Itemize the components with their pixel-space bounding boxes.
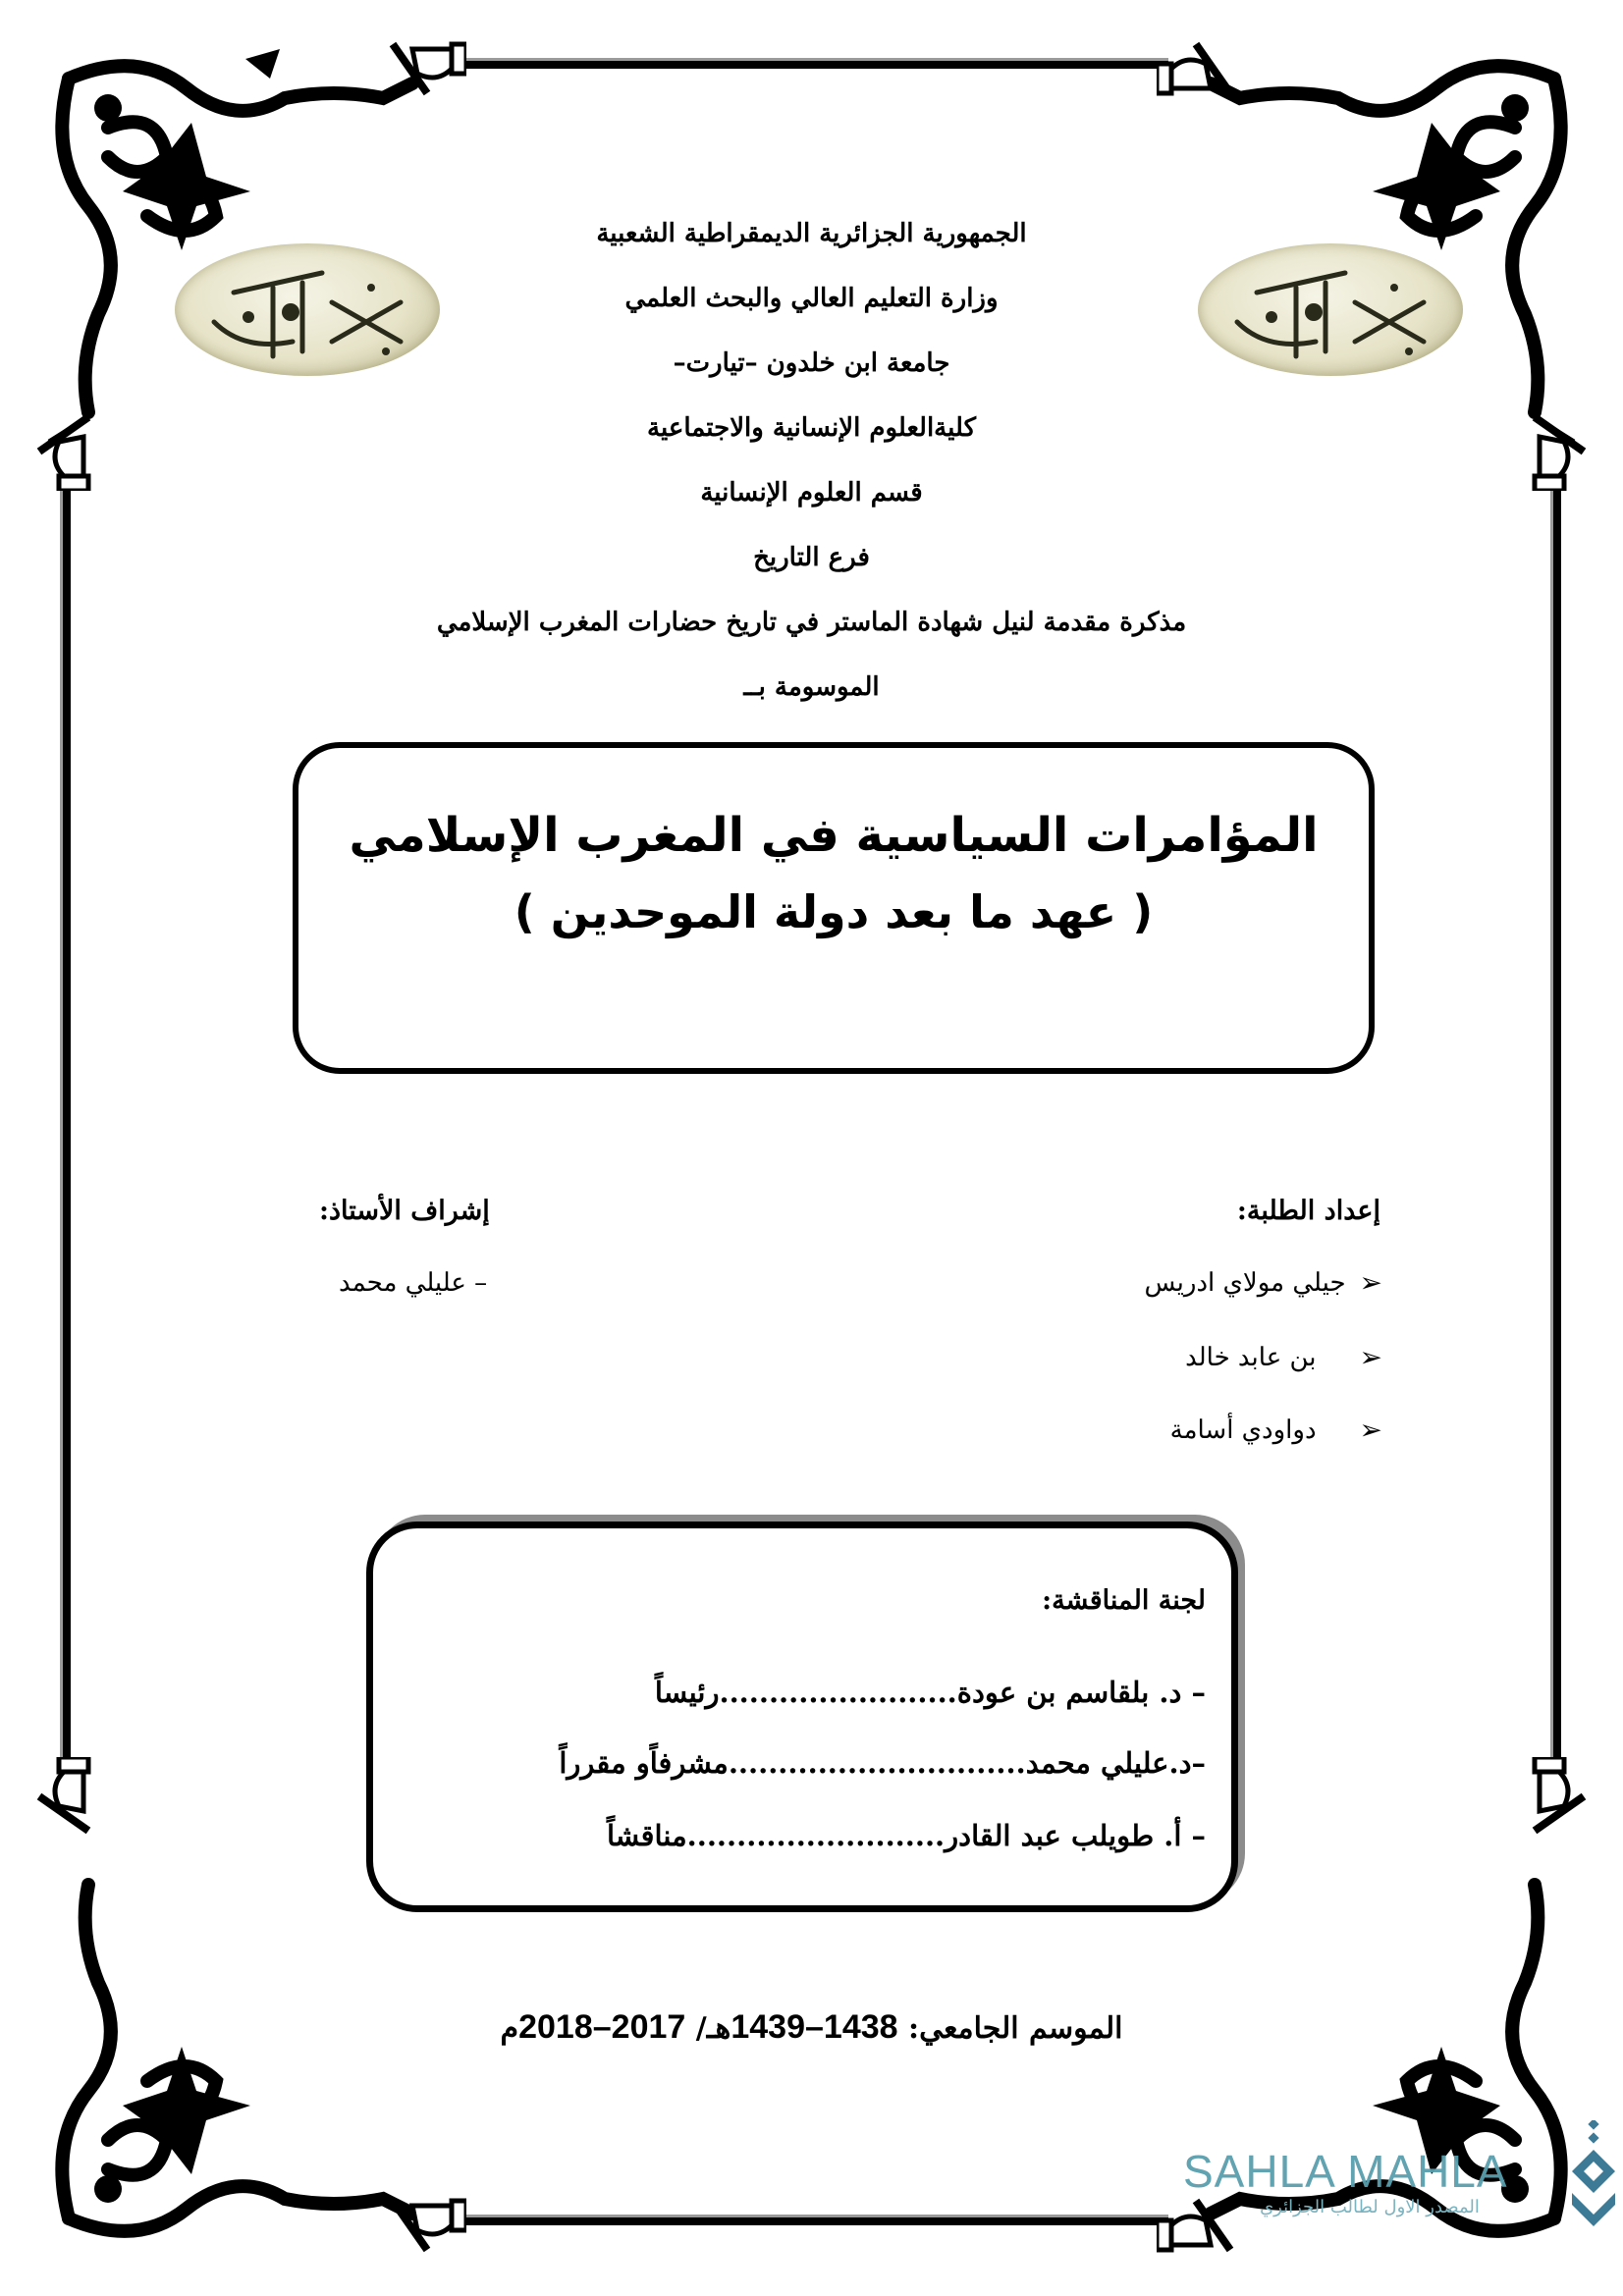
member-dots: .............................. xyxy=(728,1746,1026,1780)
member-name: –د.عليلي محمد xyxy=(1025,1746,1206,1780)
thesis-title: المؤامرات السياسية في المغرب الإسلامي xyxy=(349,808,1319,863)
committee-member xyxy=(559,1746,1206,1780)
hand-pen-icon xyxy=(1525,1757,1594,1845)
member-role: مشرفاًو مقرراً xyxy=(559,1746,729,1780)
member-dots: ........................ xyxy=(719,1676,957,1709)
frame-top-line xyxy=(461,61,1168,69)
arrowhead-bullet-icon: ➢ xyxy=(1359,1341,1382,1373)
committee-member xyxy=(607,1819,1206,1852)
faculty-name: كليةالعلوم الإنسانية والاجتماعية xyxy=(647,413,976,443)
thesis-subtitle: ( عهد ما بعد دولة الموحدين ) xyxy=(514,885,1154,938)
member-role: رئيساً xyxy=(654,1676,720,1709)
department-name: قسم العلوم الإنسانية xyxy=(700,478,923,507)
arrowhead-bullet-icon: ➢ xyxy=(1359,1266,1382,1299)
branch-name: فرع التاريخ xyxy=(753,543,870,572)
member-dots: .......................... xyxy=(686,1819,946,1852)
member-name: – أ. طويلب عبد القادر xyxy=(945,1819,1206,1852)
academic-year xyxy=(0,2008,1623,2047)
hijri-suffix: هـ/ xyxy=(695,2011,731,2046)
student-item xyxy=(1185,1343,1382,1372)
supervisor-label: إشراف الأستاذ: xyxy=(319,1196,490,1226)
frame-bottom-line xyxy=(461,2217,1168,2225)
student-name: بن عابد خالد xyxy=(1185,1343,1317,1372)
watermark-logo-text: SAHLA MAHLA xyxy=(1183,2146,1508,2197)
hand-pen-icon xyxy=(29,402,98,491)
students-label: إعداد الطلبة: xyxy=(1236,1196,1380,1226)
sahla-mahla-logo-icon xyxy=(1566,2120,1623,2228)
frame-left-line xyxy=(63,491,71,1757)
thesis-title-box xyxy=(293,742,1375,1074)
university-name: جامعة ابن خلدون –تيارت– xyxy=(673,348,950,378)
watermark-subtitle: المصدر الاول لطالب الجزائري xyxy=(1260,2197,1480,2217)
committee-member xyxy=(655,1676,1206,1709)
gregorian-suffix: م xyxy=(500,2011,519,2046)
committee-box xyxy=(366,1522,1238,1912)
hand-pen-icon xyxy=(29,1757,98,1845)
country-name: الجمهورية الجزائرية الديمقراطية الشعبية xyxy=(596,219,1027,248)
supervisor-name: – عليلي محمد xyxy=(339,1268,488,1298)
thesis-purpose: مذكرة مقدمة لنيل شهادة الماستر في تاريخ حضارات المغرب الإسلامي xyxy=(436,608,1187,637)
member-role: مناقشاً xyxy=(606,1819,687,1852)
hand-pen-icon xyxy=(1525,402,1594,491)
arrowhead-bullet-icon: ➢ xyxy=(1359,1414,1382,1446)
gregorian-years: 2017–2018 xyxy=(518,2008,686,2046)
member-name: – د. بلقاسم بن عودة xyxy=(956,1676,1206,1709)
student-item xyxy=(1145,1268,1382,1298)
academic-year-label: الموسم الجامعي: xyxy=(908,2011,1123,2046)
committee-label: لجنة المناقشة: xyxy=(1042,1585,1206,1616)
student-name: دواودي أسامة xyxy=(1169,1415,1317,1445)
hijri-years: 1438–1439 xyxy=(730,2008,898,2046)
ministry-name: وزارة التعليم العالي والبحث العلمي xyxy=(624,284,999,313)
institution-header xyxy=(295,201,1328,720)
hand-pen-icon xyxy=(378,2191,466,2260)
titled-label: الموسومة بــ xyxy=(743,672,880,702)
student-item xyxy=(1170,1415,1382,1445)
hand-pen-icon xyxy=(1157,34,1245,103)
student-name: جيلي مولاي ادريس xyxy=(1144,1268,1346,1298)
hand-pen-icon xyxy=(378,34,466,103)
frame-right-line xyxy=(1553,491,1561,1757)
